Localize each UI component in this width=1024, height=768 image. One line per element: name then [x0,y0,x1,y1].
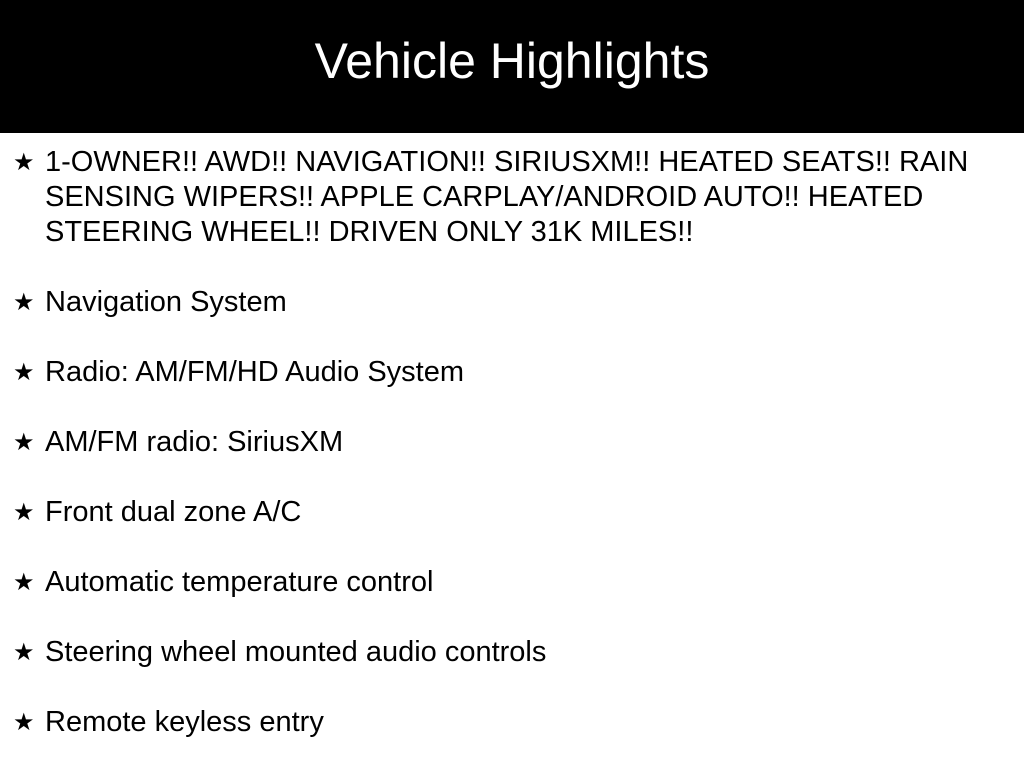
bullet-text: AM/FM radio: SiriusXM [45,426,344,458]
bullet-text: Front dual zone A/C [45,496,302,528]
bullet-text: 1-OWNER!! AWD!! NAVIGATION!! SIRIUSXM!! HEATED SEATS!! RAIN SENSING WIPERS!! APPLE CARPLAY/ANDROID AUTO!! HEATED STEERING WHEEL!! DRIVEN ONLY 31K MILES!! [45,146,969,248]
list-item [13,705,1010,740]
list-item [13,355,1010,390]
star-bullet-icon: ★ [13,358,35,386]
star-bullet-icon: ★ [13,708,35,736]
list-item [13,565,1010,600]
bullet-text: Automatic temperature control [45,566,434,598]
star-bullet-icon: ★ [13,498,35,526]
star-bullet-icon: ★ [13,428,35,456]
highlights-list [13,145,1010,740]
bullet-text: Navigation System [45,286,287,318]
star-bullet-icon: ★ [13,148,35,176]
bullet-text: Steering wheel mounted audio controls [45,636,547,668]
bullet-text: Radio: AM/FM/HD Audio System [45,356,465,388]
list-item [13,285,1010,320]
star-bullet-icon: ★ [13,638,35,666]
list-item [13,635,1010,670]
star-bullet-icon: ★ [13,288,35,316]
list-item [13,145,1010,250]
page-title: Vehicle Highlights [314,32,710,89]
list-item [13,495,1010,530]
slide-header [0,0,1024,133]
bullet-text: Remote keyless entry [45,706,324,738]
star-bullet-icon: ★ [13,568,35,596]
list-item [13,425,1010,460]
